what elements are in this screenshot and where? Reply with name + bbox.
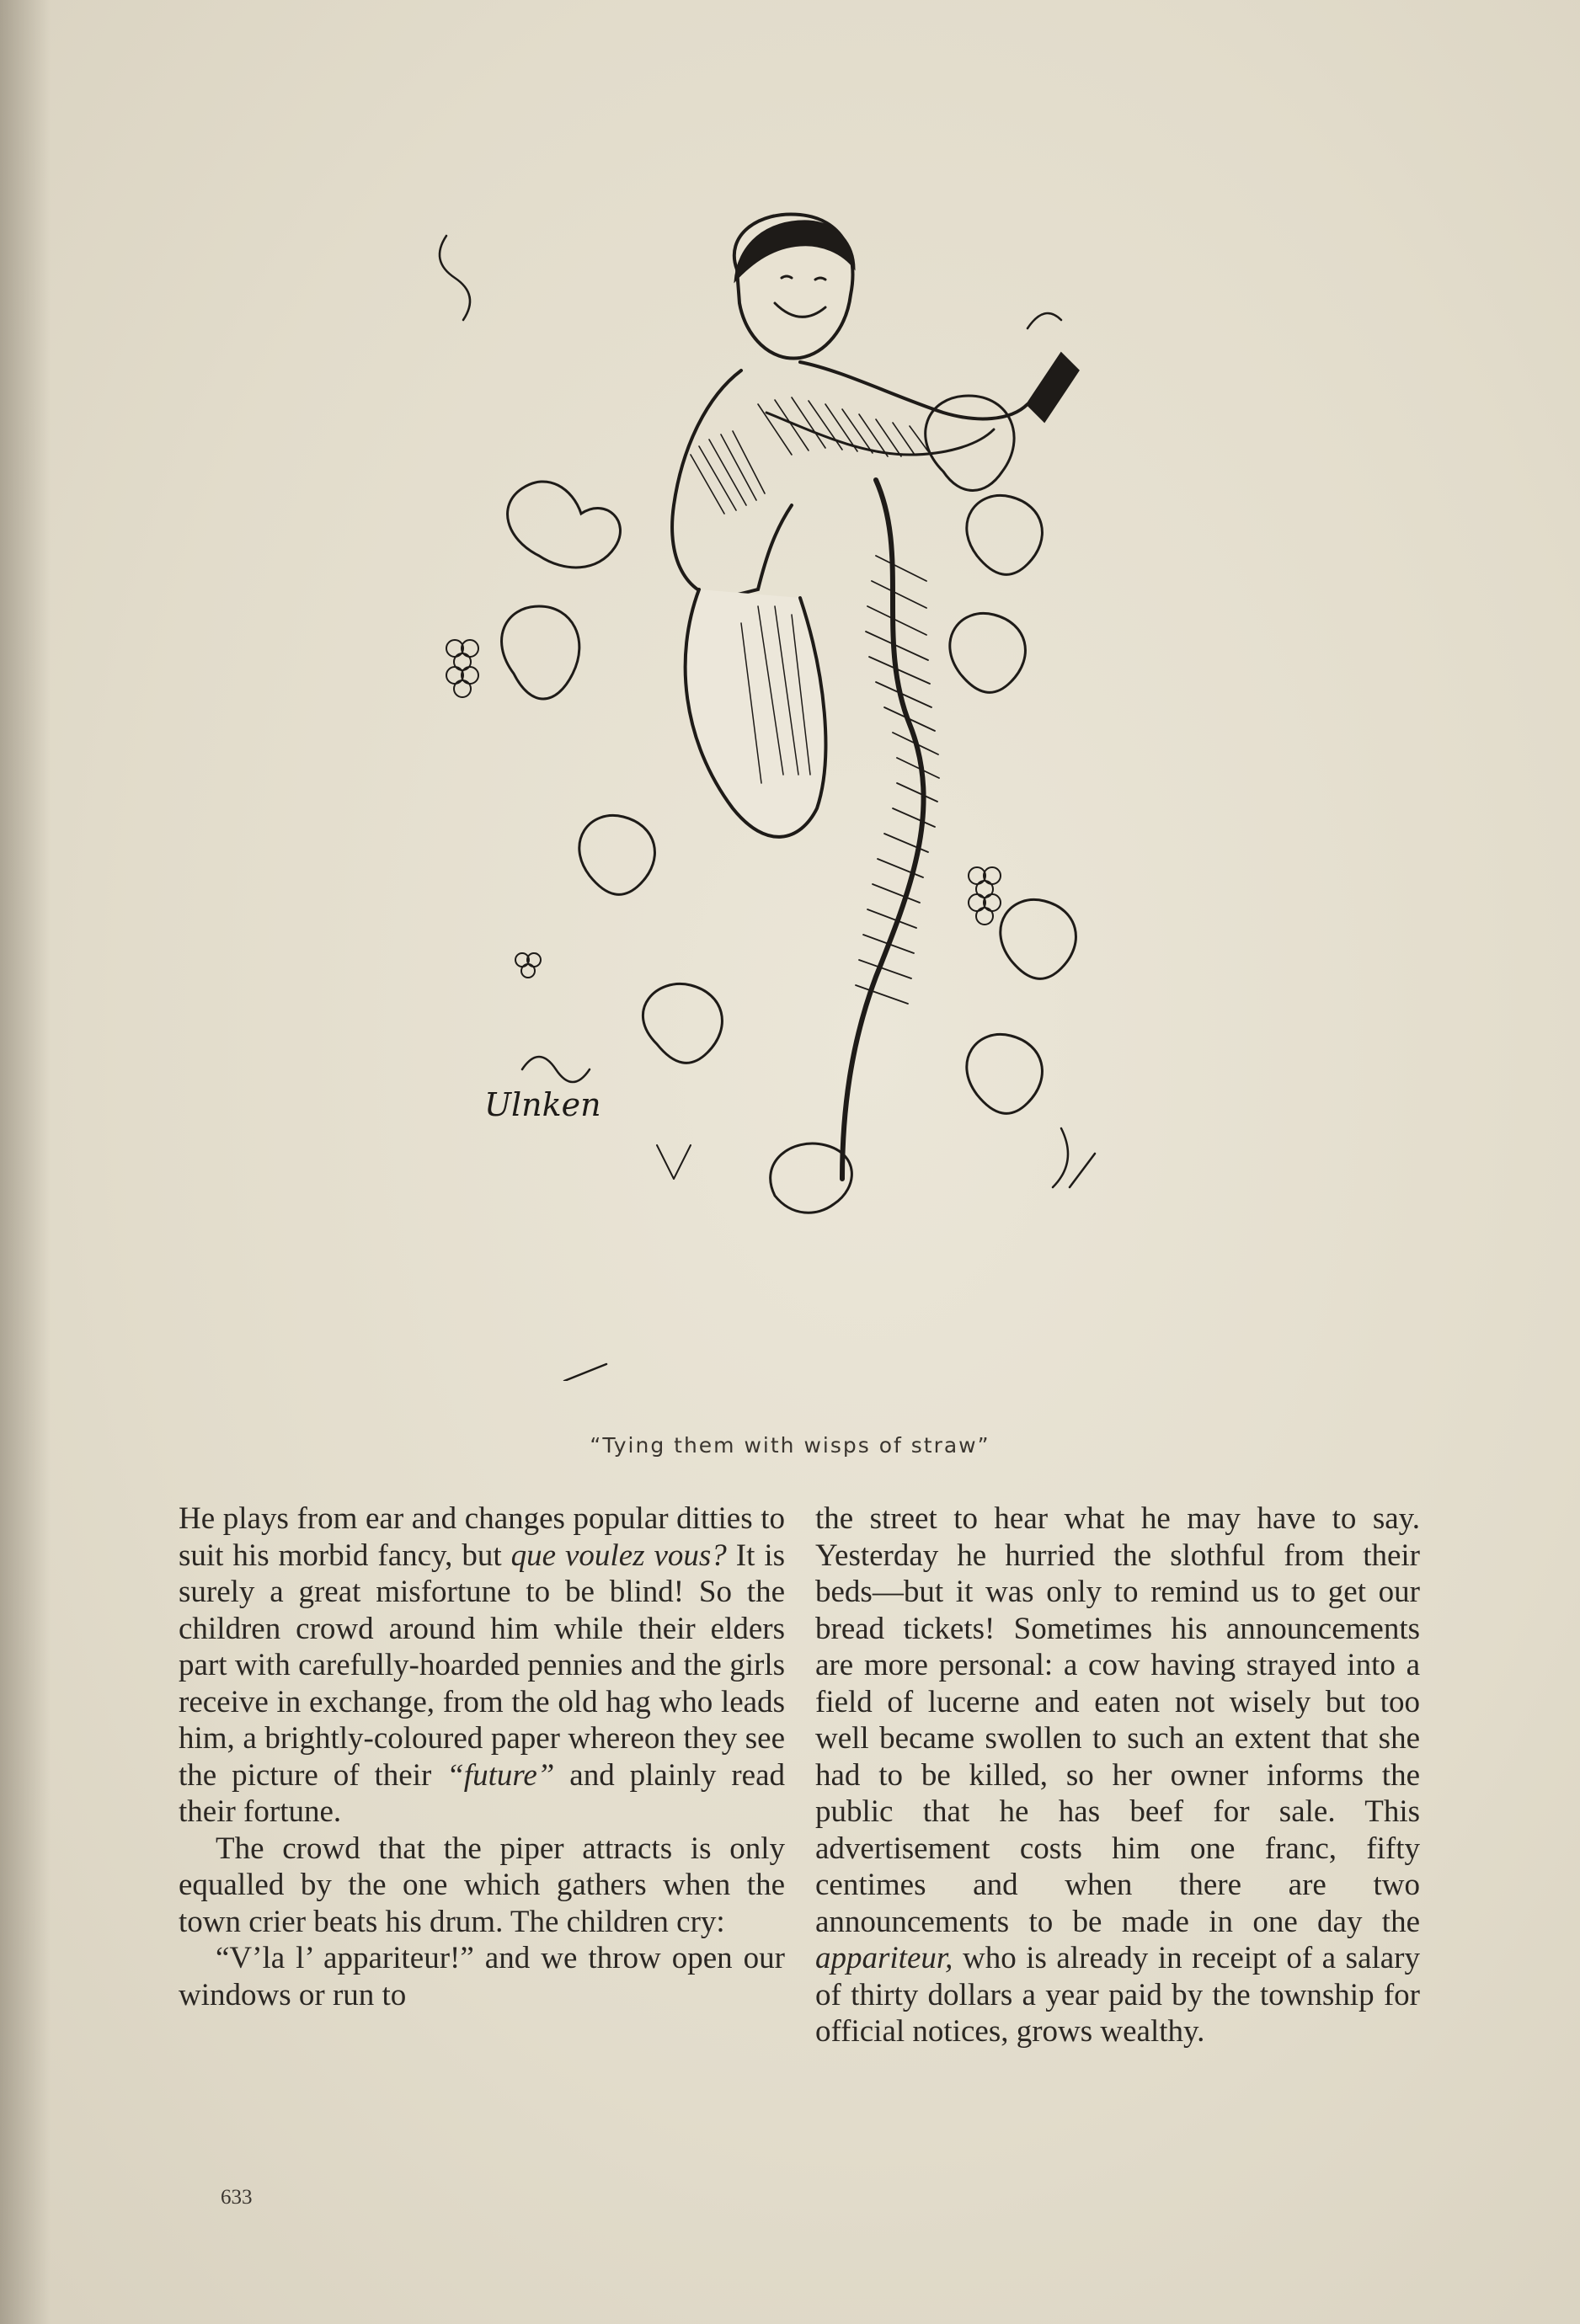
right-paragraph-1: the street to hear what he may have to say. Yesterday he hurried the slothful from their beds—but it was only to remind us to get our bread tickets! Sometimes his announcements are more personal: a cow having strayed into a field of lucerne and eaten not wisely but too well became swollen to such an extent that she had to be killed, so her owner informs the public that he has beef for sale. This advertisement costs him one franc, fifty centimes and when there are two announcements to be made in one day the appariteur, who is already in receipt of a salary of thirty dollars a year paid by the township for official notices, grows wealthy. [815, 1501, 1420, 2049]
vineyard-girl-illustration [404, 202, 1162, 1381]
italic-word: “future” [446, 1757, 555, 1793]
left-paragraph-2: The crowd that the piper attracts is only equalled by the one which gathers when the town crier beats his drum. The children cry: [179, 1831, 785, 1939]
left-paragraph-3: “V’la l’ appariteur!” and we throw open our windows or run to [179, 1941, 785, 2012]
artist-signature: Ulnken [484, 1086, 601, 1123]
right-text-column [815, 1500, 1420, 2050]
left-text-column [179, 1500, 785, 2013]
left-paragraph-1: He plays from ear and changes popular ditties to suit his morbid fancy, but que voulez vous? It is surely a great misfortune to be blind! So the children crowd around him while their elders part with carefully-hoarded pennies and the girls receive in exchange, from the old hag who leads him, a brightly-coloured paper whereon they see the picture of their “future” and plainly read their fortune. [179, 1501, 785, 1829]
gutter-shadow [0, 0, 51, 2324]
italic-word: appariteur, [815, 1941, 953, 1975]
italic-phrase: que voulez vous? [510, 1538, 727, 1573]
illustration-caption: “Tying them with wisps of straw” [590, 1433, 990, 1458]
page-number: 633 [221, 2186, 253, 2209]
